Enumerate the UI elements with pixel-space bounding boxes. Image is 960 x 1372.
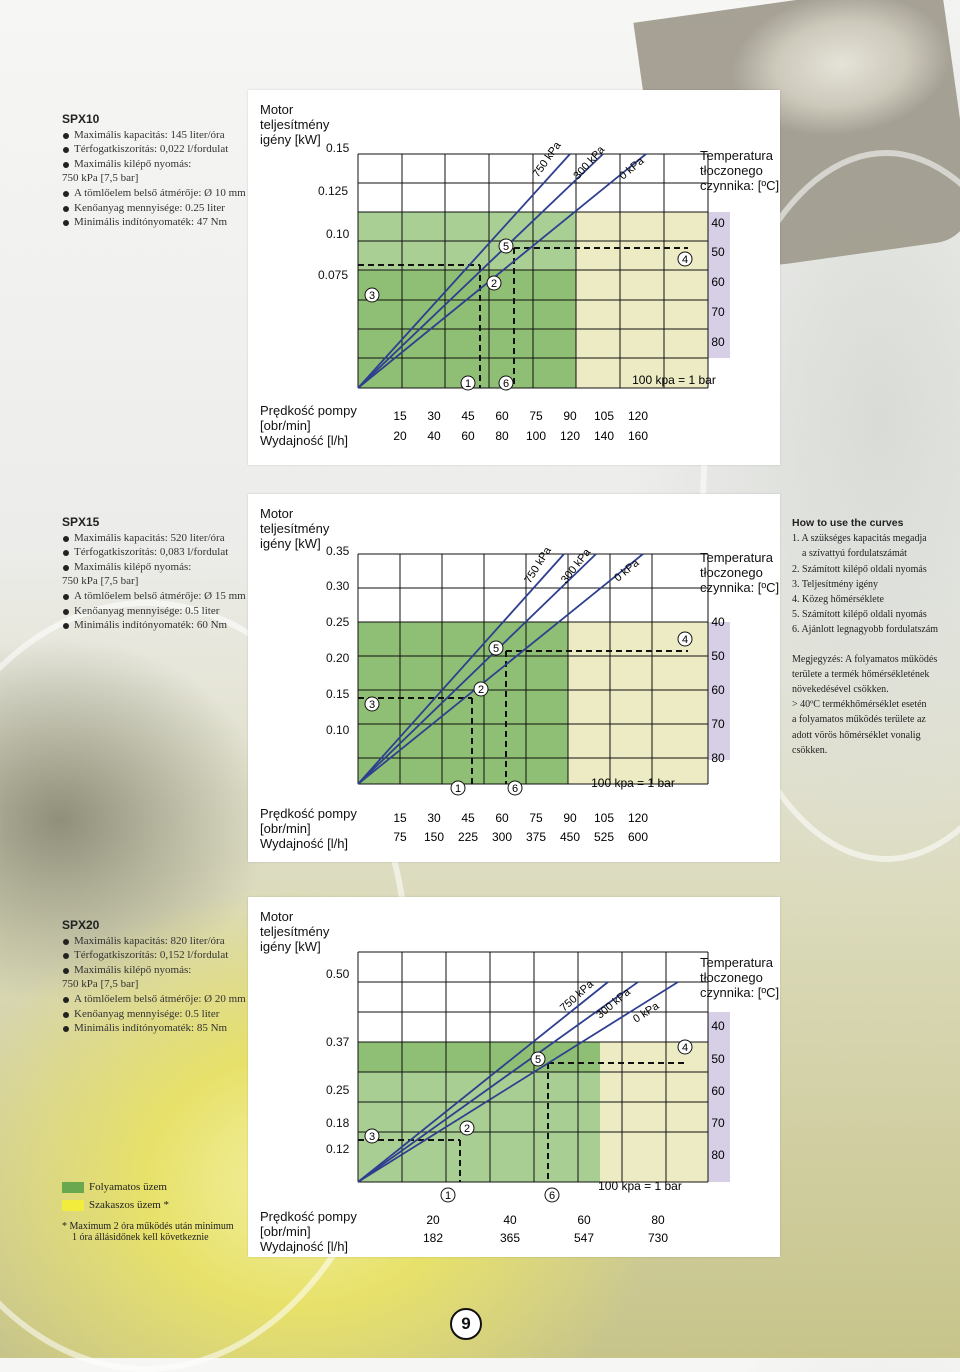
spx20-title: SPX20 xyxy=(62,918,100,932)
spec-item: Kenőanyag mennyisége: 0.25 liter xyxy=(62,201,247,216)
pressure-label: 0 kPa xyxy=(631,1000,662,1026)
flow-row xyxy=(393,429,648,443)
temp-value: 80 xyxy=(711,751,725,765)
y-tick: 0.075 xyxy=(318,268,349,282)
spec-item: 750 kPa [7,5 bar] xyxy=(62,172,139,185)
y-tick: 0.18 xyxy=(326,1116,350,1130)
speed-tick: 105 xyxy=(593,811,615,825)
speed-tick: 15 xyxy=(393,409,407,423)
legend-intermittent xyxy=(62,1199,242,1211)
spx10-chart xyxy=(248,90,780,465)
temp-value: 70 xyxy=(711,305,725,319)
speed-tick: 60 xyxy=(495,409,509,423)
spx15-spec-list xyxy=(62,531,247,633)
marker-1: 1 xyxy=(444,1190,452,1202)
spx20-specs xyxy=(62,918,247,1036)
speed-tick: 75 xyxy=(529,409,543,423)
spec-item: A tömlőelem belső átmérője: Ø 15 mm xyxy=(62,589,247,604)
flow-tick: 600 xyxy=(627,830,649,844)
spec-item: Maximális kilépő nyomás: xyxy=(62,560,247,575)
y-tick: 0.25 xyxy=(326,1083,350,1097)
spec-item: Térfogatkiszorítás: 0,152 l/fordulat xyxy=(62,948,247,963)
how-to-item: 4. Közeg hőmérséklete xyxy=(792,594,884,606)
legend-continuous-label: Folyamatos üzem xyxy=(89,1181,167,1193)
y-tick: 0.15 xyxy=(326,141,350,155)
intermittent-zone xyxy=(568,622,708,784)
temp-value: 50 xyxy=(711,245,725,259)
flow-tick: 120 xyxy=(559,429,581,443)
spx20-chart xyxy=(248,897,780,1257)
spec-item: Maximális kapacitás: 520 liter/óra xyxy=(62,531,247,546)
speed-tick: 120 xyxy=(627,409,649,423)
flow-tick: 182 xyxy=(422,1231,444,1245)
flow-tick: 547 xyxy=(573,1231,595,1245)
speed-tick: 20 xyxy=(426,1213,440,1227)
flow-tick: 160 xyxy=(627,429,649,443)
flow-row xyxy=(393,830,648,844)
y-tick: 0.30 xyxy=(326,579,350,593)
marker-6: 6 xyxy=(548,1190,556,1202)
flow-tick: 525 xyxy=(593,830,615,844)
continuous-zone-lower xyxy=(358,1072,600,1182)
flow-tick: 150 xyxy=(423,830,445,844)
marker-6: 6 xyxy=(502,378,510,390)
how-to-item: 2. Számított kilépő oldali nyomás xyxy=(792,563,927,575)
spec-item: Maximális kapacitás: 145 liter/óra xyxy=(62,128,247,143)
spx15-chart xyxy=(248,494,780,862)
intermittent-swatch xyxy=(62,1200,84,1211)
temp-value: 40 xyxy=(711,1019,725,1033)
speed-tick: 30 xyxy=(427,811,441,825)
note-line: adott vörös hőmérséklet vonalig xyxy=(792,729,921,741)
speed-tick: 30 xyxy=(427,409,441,423)
marker-3: 3 xyxy=(368,699,376,711)
flow-tick: 80 xyxy=(495,429,509,443)
note-line: > 40ºC termékhőmérséklet esetén xyxy=(792,699,927,711)
how-to-title: How to use the curves xyxy=(792,517,904,529)
y-tick: 0.25 xyxy=(326,615,350,629)
pressure-label: 0 kPa xyxy=(617,155,647,183)
bar-note: 100 kpa = 1 bar xyxy=(632,373,716,387)
pressure-label: 300 kPa xyxy=(571,143,608,183)
temp-value: 60 xyxy=(711,1084,725,1098)
motor-label: Motor teljesítmény igény [kW] xyxy=(260,102,330,147)
legend-intermittent-label: Szakaszos üzem * xyxy=(89,1199,170,1211)
marker-3: 3 xyxy=(368,1131,376,1143)
spec-item: 750 kPa [7,5 bar] xyxy=(62,978,139,991)
bar-note: 100 kpa = 1 bar xyxy=(591,776,675,790)
spx20-spec-list xyxy=(62,934,247,1036)
how-to-item: 1. A szükséges kapacitás megadja xyxy=(792,533,927,545)
flow-row xyxy=(423,1231,668,1245)
spx10-chart-panel xyxy=(248,90,780,465)
flow-tick: 40 xyxy=(427,429,441,443)
spx10-specs xyxy=(62,112,247,230)
pressure-label: 300 kPa xyxy=(558,546,594,586)
marker-1: 1 xyxy=(454,783,462,795)
flow-tick: 365 xyxy=(499,1231,521,1245)
y-tick: 0.10 xyxy=(326,227,350,241)
marker-5: 5 xyxy=(502,241,510,253)
flow-tick: 140 xyxy=(593,429,615,443)
temperature-label: Temperatura tłoczonego czynnika: [ºC] xyxy=(700,148,780,193)
speed-tick: 60 xyxy=(577,1213,591,1227)
spec-item: Minimális indítónyomaték: 47 Nm xyxy=(62,215,247,230)
y-tick: 0.125 xyxy=(318,184,349,198)
speed-tick: 90 xyxy=(563,811,577,825)
marker-5: 5 xyxy=(534,1054,542,1066)
pressure-label: 300 kPa xyxy=(594,986,633,1022)
x-axis-label: Prędkość pompy [obr/min] Wydajność [l/h] xyxy=(260,403,357,448)
flow-tick: 100 xyxy=(525,429,547,443)
pressure-label: 750 kPa xyxy=(522,544,554,586)
spec-item: Maximális kilépő nyomás: xyxy=(62,963,247,978)
page-number: 9 xyxy=(450,1308,482,1340)
marker-4: 4 xyxy=(681,1042,689,1054)
spec-item: Térfogatkiszorítás: 0,022 l/fordulat xyxy=(62,142,247,157)
flow-tick: 60 xyxy=(461,429,475,443)
footnote: * Maximum 2 óra működés után minimum xyxy=(62,1221,234,1232)
marker-3: 3 xyxy=(368,290,376,302)
speed-tick: 105 xyxy=(593,409,615,423)
spec-item: Minimális indítónyomaték: 85 Nm xyxy=(62,1021,247,1036)
marker-2: 2 xyxy=(463,1123,471,1135)
spec-item: Kenőanyag mennyisége: 0.5 liter xyxy=(62,604,247,619)
marker-4: 4 xyxy=(681,634,689,646)
speed-tick: 45 xyxy=(461,409,475,423)
temp-value: 70 xyxy=(711,717,725,731)
spx15-chart-panel xyxy=(248,494,780,862)
pressure-label: 0 kPa xyxy=(612,557,642,585)
temp-value: 50 xyxy=(711,1052,725,1066)
note-line: Megjegyzés: A folyamatos működés xyxy=(792,653,938,665)
spec-item: Kenőanyag mennyisége: 0.5 liter xyxy=(62,1007,247,1022)
pressure-label: 750 kPa xyxy=(530,139,564,180)
temp-value: 80 xyxy=(711,1148,725,1162)
spx15-specs xyxy=(62,515,247,633)
speed-tick: 90 xyxy=(563,409,577,423)
speed-tick: 75 xyxy=(529,811,543,825)
spec-item: A tömlőelem belső átmérője: Ø 10 mm xyxy=(62,186,247,201)
x-axis-label: Prędkość pompy [obr/min] Wydajność [l/h] xyxy=(260,806,357,851)
y-tick: 0.10 xyxy=(326,723,350,737)
temp-value: 40 xyxy=(711,216,725,230)
x-axis-label: Prędkość pompy [obr/min] Wydajność [l/h] xyxy=(260,1209,357,1254)
spx10-spec-list xyxy=(62,128,247,230)
motor-label: Motor teljesítmény igény [kW] xyxy=(260,506,330,551)
y-tick: 0.35 xyxy=(326,544,350,558)
marker-2: 2 xyxy=(477,684,485,696)
speed-tick: 15 xyxy=(393,811,407,825)
spx15-title: SPX15 xyxy=(62,515,100,529)
temperature-label: Temperatura tłoczonego czynnika: [ºC] xyxy=(700,955,780,1000)
temp-value: 80 xyxy=(711,335,725,349)
speed-tick: 80 xyxy=(651,1213,665,1227)
continuous-swatch xyxy=(62,1182,84,1193)
how-to-item: 3. Teljesítmény igény xyxy=(792,578,879,590)
y-tick: 0.20 xyxy=(326,651,350,665)
marker-5: 5 xyxy=(492,643,500,655)
temp-value: 70 xyxy=(711,1116,725,1130)
marker-4: 4 xyxy=(681,254,689,266)
bar-note: 100 kpa = 1 bar xyxy=(598,1179,682,1193)
speed-tick: 45 xyxy=(461,811,475,825)
flow-tick: 225 xyxy=(457,830,479,844)
spx10-title: SPX10 xyxy=(62,112,100,126)
speed-tick: 40 xyxy=(503,1213,517,1227)
flow-tick: 450 xyxy=(559,830,581,844)
flow-tick: 75 xyxy=(393,830,407,844)
speed-tick: 60 xyxy=(495,811,509,825)
pressure-label: 750 kPa xyxy=(557,978,597,1015)
spec-item: Minimális indítónyomaték: 60 Nm xyxy=(62,618,247,633)
spec-item: Maximális kapacitás: 820 liter/óra xyxy=(62,934,247,949)
note-line: növekedésével csökken. xyxy=(792,684,889,696)
speed-row xyxy=(393,811,648,825)
spec-item: Maximális kilépő nyomás: xyxy=(62,157,247,172)
y-tick: 0.15 xyxy=(326,687,350,701)
temperature-label: Temperatura tłoczonego czynnika: [ºC] xyxy=(700,550,780,595)
y-tick: 0.12 xyxy=(326,1142,350,1156)
temp-value: 50 xyxy=(711,649,725,663)
how-to-item: a szívattyú fordulatszámát xyxy=(802,548,907,560)
spec-item: 750 kPa [7,5 bar] xyxy=(62,575,139,588)
y-tick: 0.37 xyxy=(326,1035,350,1049)
legend xyxy=(62,1181,242,1243)
marker-6: 6 xyxy=(511,783,519,795)
how-to-panel xyxy=(792,516,942,758)
how-to-item: 5. Számított kilépő oldali nyomás xyxy=(792,609,927,621)
note-line: területe a termék hőmérsékletének xyxy=(792,668,930,680)
note-line: a folyamatos működés területe az xyxy=(792,714,926,726)
marker-2: 2 xyxy=(490,278,498,290)
spec-item: A tömlőelem belső átmérője: Ø 20 mm xyxy=(62,992,247,1007)
flow-tick: 730 xyxy=(647,1231,669,1245)
footnote: 1 óra állásidőnek kell következnie xyxy=(72,1232,209,1243)
flow-tick: 375 xyxy=(525,830,547,844)
y-tick: 0.50 xyxy=(326,967,350,981)
temp-value: 60 xyxy=(711,275,725,289)
motor-label: Motor teljesítmény igény [kW] xyxy=(260,909,330,954)
flow-tick: 300 xyxy=(491,830,513,844)
note-line: csökken. xyxy=(792,744,828,756)
legend-continuous xyxy=(62,1181,242,1193)
speed-row xyxy=(426,1213,665,1227)
spx20-chart-panel xyxy=(248,897,780,1257)
flow-tick: 20 xyxy=(393,429,407,443)
how-to-item: 6. Ajánlott legnagyobb fordulatszám xyxy=(792,624,939,636)
speed-tick: 120 xyxy=(627,811,649,825)
speed-row xyxy=(393,409,648,423)
temp-value: 60 xyxy=(711,683,725,697)
marker-1: 1 xyxy=(464,378,472,390)
spec-item: Térfogatkiszorítás: 0,083 l/fordulat xyxy=(62,545,247,560)
temp-value: 40 xyxy=(711,615,725,629)
